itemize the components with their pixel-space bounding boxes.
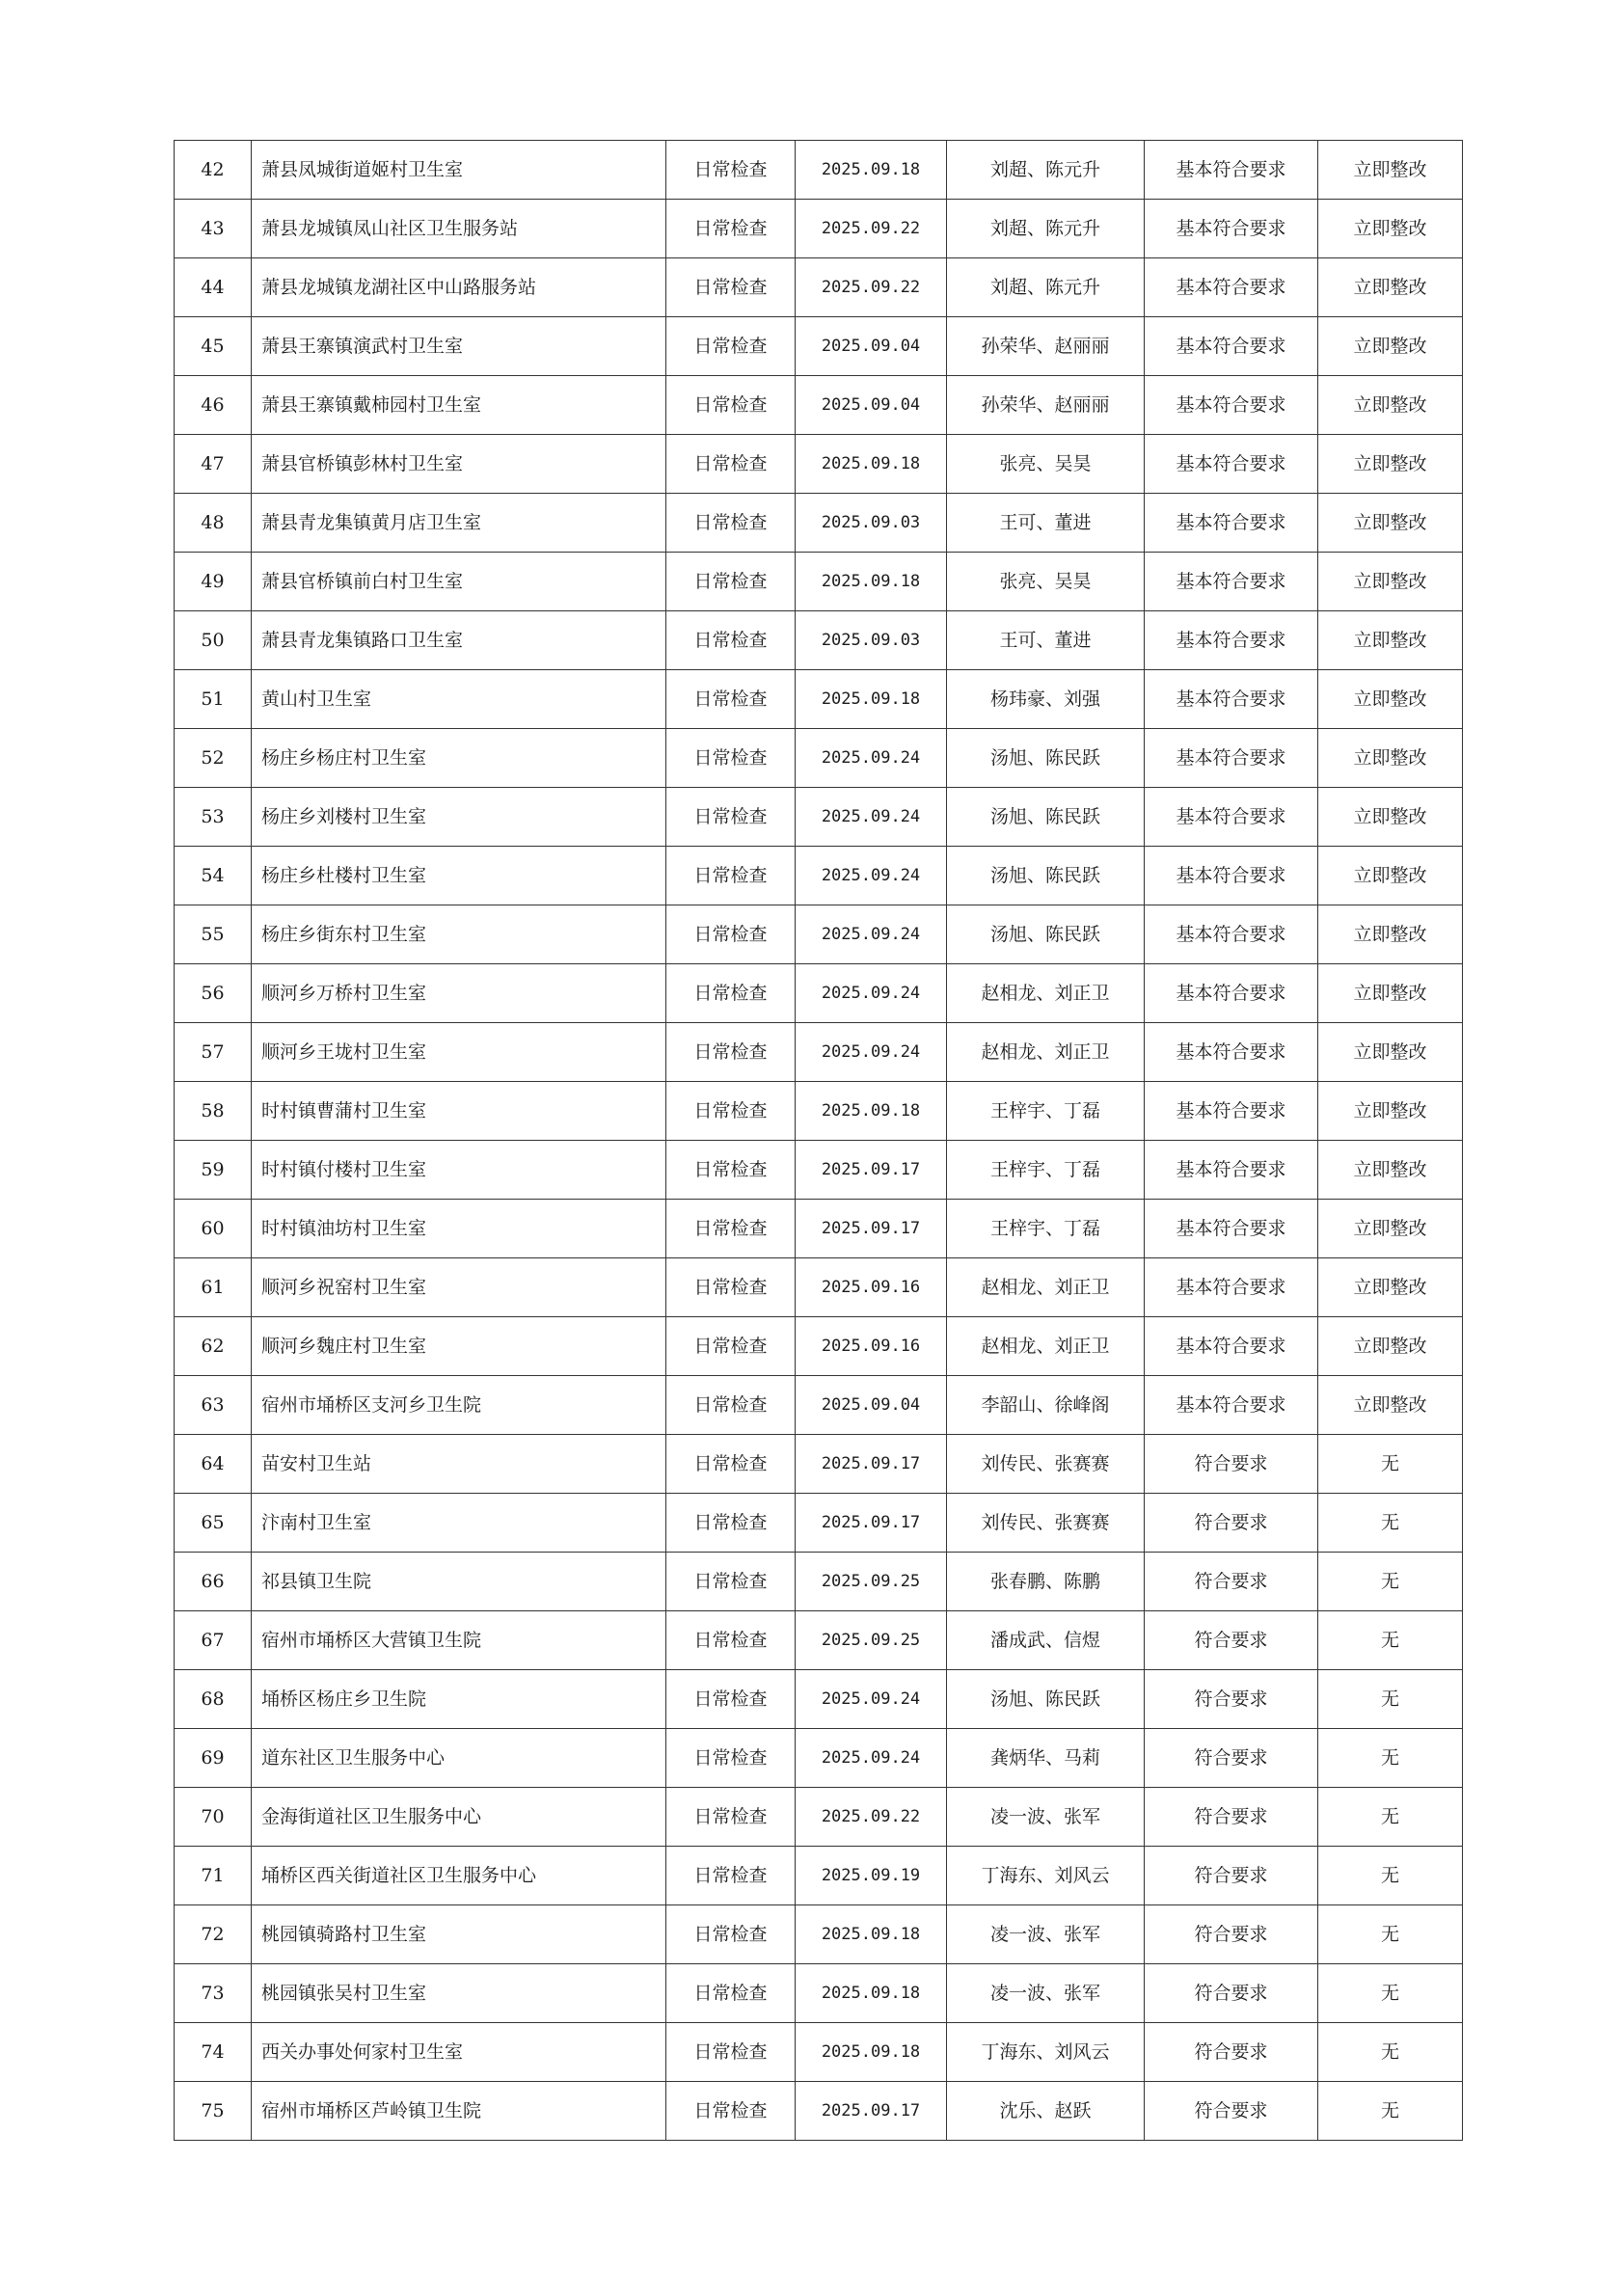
inspection-date-cell: 2025.09.16: [796, 1258, 947, 1317]
facility-name-cell: 萧县龙城镇龙湖社区中山路服务站: [252, 258, 666, 317]
table-row: [175, 1905, 1463, 1964]
action-cell: 立即整改: [1318, 553, 1463, 611]
inspection-type-cell: 日常检查: [666, 905, 796, 964]
inspectors-cell: 杨玮豪、刘强: [947, 670, 1145, 729]
inspection-type-cell: 日常检查: [666, 729, 796, 788]
inspection-date-cell: 2025.09.25: [796, 1611, 947, 1670]
action-cell: 无: [1318, 1788, 1463, 1847]
action-cell: 立即整改: [1318, 1317, 1463, 1376]
result-cell: 基本符合要求: [1145, 905, 1318, 964]
row-number-cell: 73: [175, 1964, 252, 2023]
inspection-date-cell: 2025.09.04: [796, 376, 947, 435]
result-cell: 符合要求: [1145, 2023, 1318, 2082]
action-cell: 无: [1318, 1670, 1463, 1729]
row-number-cell: 56: [175, 964, 252, 1023]
inspection-type-cell: 日常检查: [666, 1141, 796, 1200]
result-cell: 基本符合要求: [1145, 964, 1318, 1023]
inspection-date-cell: 2025.09.17: [796, 1494, 947, 1553]
inspection-type-cell: 日常检查: [666, 1964, 796, 2023]
inspectors-cell: 王梓宇、丁磊: [947, 1141, 1145, 1200]
action-cell: 无: [1318, 1553, 1463, 1611]
inspection-type-cell: 日常检查: [666, 200, 796, 258]
row-number-cell: 67: [175, 1611, 252, 1670]
action-cell: 无: [1318, 1729, 1463, 1788]
table-row: [175, 1141, 1463, 1200]
result-cell: 符合要求: [1145, 2082, 1318, 2141]
result-cell: 基本符合要求: [1145, 788, 1318, 847]
inspection-type-cell: 日常检查: [666, 1258, 796, 1317]
inspectors-cell: 刘超、陈元升: [947, 258, 1145, 317]
inspection-type-cell: 日常检查: [666, 494, 796, 553]
result-cell: 基本符合要求: [1145, 200, 1318, 258]
result-cell: 基本符合要求: [1145, 553, 1318, 611]
row-number-cell: 52: [175, 729, 252, 788]
facility-name-cell: 萧县王寨镇戴柿园村卫生室: [252, 376, 666, 435]
inspection-type-cell: 日常检查: [666, 1376, 796, 1435]
inspectors-cell: 汤旭、陈民跃: [947, 788, 1145, 847]
result-cell: 基本符合要求: [1145, 847, 1318, 905]
row-number-cell: 69: [175, 1729, 252, 1788]
inspection-type-cell: 日常检查: [666, 258, 796, 317]
facility-name-cell: 桃园镇骑路村卫生室: [252, 1905, 666, 1964]
result-cell: 基本符合要求: [1145, 1317, 1318, 1376]
table-row: [175, 1317, 1463, 1376]
inspection-date-cell: 2025.09.17: [796, 1200, 947, 1258]
row-number-cell: 45: [175, 317, 252, 376]
action-cell: 立即整改: [1318, 905, 1463, 964]
inspection-type-cell: 日常检查: [666, 2023, 796, 2082]
facility-name-cell: 汴南村卫生室: [252, 1494, 666, 1553]
inspectors-cell: 王梓宇、丁磊: [947, 1200, 1145, 1258]
inspection-date-cell: 2025.09.18: [796, 553, 947, 611]
inspectors-cell: 李韶山、徐峰阁: [947, 1376, 1145, 1435]
inspection-type-cell: 日常检查: [666, 435, 796, 494]
inspectors-cell: 沈乐、赵跃: [947, 2082, 1145, 2141]
facility-name-cell: 杨庄乡杨庄村卫生室: [252, 729, 666, 788]
result-cell: 基本符合要求: [1145, 141, 1318, 200]
result-cell: 符合要求: [1145, 1847, 1318, 1905]
row-number-cell: 47: [175, 435, 252, 494]
row-number-cell: 48: [175, 494, 252, 553]
result-cell: 符合要求: [1145, 1553, 1318, 1611]
row-number-cell: 44: [175, 258, 252, 317]
inspection-type-cell: 日常检查: [666, 1200, 796, 1258]
inspection-date-cell: 2025.09.17: [796, 2082, 947, 2141]
inspectors-cell: 王可、董进: [947, 611, 1145, 670]
facility-name-cell: 顺河乡万桥村卫生室: [252, 964, 666, 1023]
inspection-date-cell: 2025.09.22: [796, 258, 947, 317]
facility-name-cell: 祁县镇卫生院: [252, 1553, 666, 1611]
inspection-type-cell: 日常检查: [666, 1905, 796, 1964]
table-row: [175, 729, 1463, 788]
inspection-date-cell: 2025.09.22: [796, 1788, 947, 1847]
table-row: [175, 1082, 1463, 1141]
table-row: [175, 258, 1463, 317]
table-row: [175, 1435, 1463, 1494]
inspection-type-cell: 日常检查: [666, 1553, 796, 1611]
table-row: [175, 1494, 1463, 1553]
facility-name-cell: 苗安村卫生站: [252, 1435, 666, 1494]
inspectors-cell: 凌一波、张军: [947, 1964, 1145, 2023]
inspection-type-cell: 日常检查: [666, 788, 796, 847]
table-row: [175, 788, 1463, 847]
action-cell: 立即整改: [1318, 435, 1463, 494]
table-row: [175, 376, 1463, 435]
row-number-cell: 62: [175, 1317, 252, 1376]
inspection-type-cell: 日常检查: [666, 1847, 796, 1905]
inspectors-cell: 汤旭、陈民跃: [947, 847, 1145, 905]
inspection-date-cell: 2025.09.24: [796, 847, 947, 905]
table-row: [175, 1611, 1463, 1670]
table-row: [175, 2023, 1463, 2082]
result-cell: 基本符合要求: [1145, 1376, 1318, 1435]
inspectors-cell: 张亮、吴昊: [947, 435, 1145, 494]
row-number-cell: 63: [175, 1376, 252, 1435]
inspection-date-cell: 2025.09.24: [796, 1670, 947, 1729]
inspectors-cell: 刘传民、张赛赛: [947, 1435, 1145, 1494]
result-cell: 基本符合要求: [1145, 258, 1318, 317]
action-cell: 无: [1318, 1435, 1463, 1494]
row-number-cell: 42: [175, 141, 252, 200]
table-row: [175, 1788, 1463, 1847]
inspection-date-cell: 2025.09.18: [796, 670, 947, 729]
inspection-date-cell: 2025.09.17: [796, 1435, 947, 1494]
row-number-cell: 58: [175, 1082, 252, 1141]
inspection-type-cell: 日常检查: [666, 611, 796, 670]
facility-name-cell: 宿州市埇桥区芦岭镇卫生院: [252, 2082, 666, 2141]
inspectors-cell: 潘成武、信煜: [947, 1611, 1145, 1670]
action-cell: 立即整改: [1318, 964, 1463, 1023]
result-cell: 基本符合要求: [1145, 1141, 1318, 1200]
inspectors-cell: 凌一波、张军: [947, 1788, 1145, 1847]
facility-name-cell: 桃园镇张吴村卫生室: [252, 1964, 666, 2023]
inspectors-cell: 丁海东、刘风云: [947, 1847, 1145, 1905]
inspection-type-cell: 日常检查: [666, 1788, 796, 1847]
table-row: [175, 317, 1463, 376]
action-cell: 立即整改: [1318, 670, 1463, 729]
inspectors-cell: 凌一波、张军: [947, 1905, 1145, 1964]
inspection-date-cell: 2025.09.16: [796, 1317, 947, 1376]
inspectors-cell: 孙荣华、赵丽丽: [947, 317, 1145, 376]
table-row: [175, 1847, 1463, 1905]
inspection-type-cell: 日常检查: [666, 847, 796, 905]
table-row: [175, 494, 1463, 553]
inspection-type-cell: 日常检查: [666, 1023, 796, 1082]
facility-name-cell: 顺河乡王垅村卫生室: [252, 1023, 666, 1082]
table-row: [175, 1023, 1463, 1082]
facility-name-cell: 萧县青龙集镇路口卫生室: [252, 611, 666, 670]
result-cell: 基本符合要求: [1145, 611, 1318, 670]
result-cell: 基本符合要求: [1145, 1258, 1318, 1317]
action-cell: 立即整改: [1318, 1258, 1463, 1317]
facility-name-cell: 道东社区卫生服务中心: [252, 1729, 666, 1788]
inspection-type-cell: 日常检查: [666, 1729, 796, 1788]
inspectors-cell: 张春鹏、陈鹏: [947, 1553, 1145, 1611]
inspection-date-cell: 2025.09.24: [796, 905, 947, 964]
facility-name-cell: 杨庄乡杜楼村卫生室: [252, 847, 666, 905]
inspection-type-cell: 日常检查: [666, 1082, 796, 1141]
inspectors-cell: 张亮、吴昊: [947, 553, 1145, 611]
result-cell: 基本符合要求: [1145, 494, 1318, 553]
action-cell: 无: [1318, 1964, 1463, 2023]
inspection-date-cell: 2025.09.18: [796, 141, 947, 200]
facility-name-cell: 时村镇付楼村卫生室: [252, 1141, 666, 1200]
facility-name-cell: 宿州市埇桥区大营镇卫生院: [252, 1611, 666, 1670]
facility-name-cell: 时村镇曹蒲村卫生室: [252, 1082, 666, 1141]
facility-name-cell: 萧县龙城镇凤山社区卫生服务站: [252, 200, 666, 258]
result-cell: 符合要求: [1145, 1670, 1318, 1729]
result-cell: 基本符合要求: [1145, 729, 1318, 788]
inspectors-cell: 龚炳华、马莉: [947, 1729, 1145, 1788]
inspection-date-cell: 2025.09.03: [796, 611, 947, 670]
table-row: [175, 847, 1463, 905]
inspectors-cell: 赵相龙、刘正卫: [947, 1023, 1145, 1082]
inspection-type-cell: 日常检查: [666, 1435, 796, 1494]
row-number-cell: 70: [175, 1788, 252, 1847]
table-row: [175, 141, 1463, 200]
action-cell: 立即整改: [1318, 847, 1463, 905]
inspection-date-cell: 2025.09.18: [796, 1082, 947, 1141]
row-number-cell: 71: [175, 1847, 252, 1905]
row-number-cell: 74: [175, 2023, 252, 2082]
action-cell: 立即整改: [1318, 729, 1463, 788]
row-number-cell: 60: [175, 1200, 252, 1258]
action-cell: 无: [1318, 1611, 1463, 1670]
inspection-type-cell: 日常检查: [666, 670, 796, 729]
inspectors-cell: 刘超、陈元升: [947, 200, 1145, 258]
table-row: [175, 2082, 1463, 2141]
action-cell: 立即整改: [1318, 788, 1463, 847]
table-row: [175, 1553, 1463, 1611]
inspection-table: [174, 140, 1463, 2141]
result-cell: 基本符合要求: [1145, 376, 1318, 435]
action-cell: 无: [1318, 2023, 1463, 2082]
result-cell: 基本符合要求: [1145, 317, 1318, 376]
table-row: [175, 1964, 1463, 2023]
inspection-type-cell: 日常检查: [666, 1611, 796, 1670]
action-cell: 立即整改: [1318, 1200, 1463, 1258]
inspection-type-cell: 日常检查: [666, 1494, 796, 1553]
facility-name-cell: 宿州市埇桥区支河乡卫生院: [252, 1376, 666, 1435]
facility-name-cell: 时村镇油坊村卫生室: [252, 1200, 666, 1258]
result-cell: 符合要求: [1145, 1611, 1318, 1670]
table-row: [175, 435, 1463, 494]
table-row: [175, 611, 1463, 670]
inspection-type-cell: 日常检查: [666, 376, 796, 435]
action-cell: 立即整改: [1318, 1082, 1463, 1141]
inspectors-cell: 丁海东、刘风云: [947, 2023, 1145, 2082]
action-cell: 立即整改: [1318, 258, 1463, 317]
result-cell: 符合要求: [1145, 1788, 1318, 1847]
inspectors-cell: 刘传民、张赛赛: [947, 1494, 1145, 1553]
action-cell: 立即整改: [1318, 141, 1463, 200]
table-row: [175, 200, 1463, 258]
facility-name-cell: 黄山村卫生室: [252, 670, 666, 729]
result-cell: 基本符合要求: [1145, 1200, 1318, 1258]
inspection-type-cell: 日常检查: [666, 1670, 796, 1729]
action-cell: 立即整改: [1318, 494, 1463, 553]
row-number-cell: 65: [175, 1494, 252, 1553]
inspection-date-cell: 2025.09.25: [796, 1553, 947, 1611]
inspectors-cell: 王梓宇、丁磊: [947, 1082, 1145, 1141]
action-cell: 立即整改: [1318, 611, 1463, 670]
facility-name-cell: 金海街道社区卫生服务中心: [252, 1788, 666, 1847]
table-row: [175, 964, 1463, 1023]
row-number-cell: 55: [175, 905, 252, 964]
inspectors-cell: 汤旭、陈民跃: [947, 729, 1145, 788]
row-number-cell: 57: [175, 1023, 252, 1082]
facility-name-cell: 埇桥区杨庄乡卫生院: [252, 1670, 666, 1729]
inspectors-cell: 刘超、陈元升: [947, 141, 1145, 200]
table-row: [175, 1729, 1463, 1788]
inspection-date-cell: 2025.09.18: [796, 2023, 947, 2082]
row-number-cell: 75: [175, 2082, 252, 2141]
inspection-type-cell: 日常检查: [666, 1317, 796, 1376]
facility-name-cell: 顺河乡祝窑村卫生室: [252, 1258, 666, 1317]
action-cell: 无: [1318, 1847, 1463, 1905]
inspection-type-cell: 日常检查: [666, 964, 796, 1023]
result-cell: 符合要求: [1145, 1435, 1318, 1494]
inspectors-cell: 赵相龙、刘正卫: [947, 964, 1145, 1023]
inspection-date-cell: 2025.09.19: [796, 1847, 947, 1905]
result-cell: 符合要求: [1145, 1905, 1318, 1964]
result-cell: 符合要求: [1145, 1964, 1318, 2023]
table-body: [175, 141, 1463, 2141]
result-cell: 基本符合要求: [1145, 670, 1318, 729]
facility-name-cell: 杨庄乡街东村卫生室: [252, 905, 666, 964]
result-cell: 基本符合要求: [1145, 435, 1318, 494]
table-row: [175, 1200, 1463, 1258]
inspection-type-cell: 日常检查: [666, 317, 796, 376]
inspection-date-cell: 2025.09.24: [796, 1729, 947, 1788]
row-number-cell: 61: [175, 1258, 252, 1317]
row-number-cell: 53: [175, 788, 252, 847]
inspectors-cell: 王可、董进: [947, 494, 1145, 553]
row-number-cell: 50: [175, 611, 252, 670]
action-cell: 无: [1318, 1905, 1463, 1964]
inspectors-cell: 赵相龙、刘正卫: [947, 1317, 1145, 1376]
action-cell: 立即整改: [1318, 376, 1463, 435]
table-row: [175, 553, 1463, 611]
facility-name-cell: 杨庄乡刘楼村卫生室: [252, 788, 666, 847]
inspection-type-cell: 日常检查: [666, 2082, 796, 2141]
inspection-date-cell: 2025.09.22: [796, 200, 947, 258]
action-cell: 立即整改: [1318, 200, 1463, 258]
inspectors-cell: 孙荣华、赵丽丽: [947, 376, 1145, 435]
inspection-date-cell: 2025.09.24: [796, 1023, 947, 1082]
inspection-date-cell: 2025.09.18: [796, 1905, 947, 1964]
table-row: [175, 670, 1463, 729]
facility-name-cell: 萧县凤城街道姬村卫生室: [252, 141, 666, 200]
row-number-cell: 66: [175, 1553, 252, 1611]
table-row: [175, 1258, 1463, 1317]
action-cell: 立即整改: [1318, 317, 1463, 376]
result-cell: 基本符合要求: [1145, 1023, 1318, 1082]
action-cell: 无: [1318, 1494, 1463, 1553]
inspectors-cell: 汤旭、陈民跃: [947, 905, 1145, 964]
table-row: [175, 1376, 1463, 1435]
facility-name-cell: 顺河乡魏庄村卫生室: [252, 1317, 666, 1376]
inspection-date-cell: 2025.09.04: [796, 317, 947, 376]
action-cell: 无: [1318, 2082, 1463, 2141]
result-cell: 符合要求: [1145, 1729, 1318, 1788]
action-cell: 立即整改: [1318, 1376, 1463, 1435]
row-number-cell: 68: [175, 1670, 252, 1729]
facility-name-cell: 埇桥区西关街道社区卫生服务中心: [252, 1847, 666, 1905]
facility-name-cell: 萧县官桥镇前白村卫生室: [252, 553, 666, 611]
row-number-cell: 49: [175, 553, 252, 611]
row-number-cell: 46: [175, 376, 252, 435]
facility-name-cell: 萧县青龙集镇黄月店卫生室: [252, 494, 666, 553]
row-number-cell: 59: [175, 1141, 252, 1200]
facility-name-cell: 萧县王寨镇演武村卫生室: [252, 317, 666, 376]
facility-name-cell: 西关办事处何家村卫生室: [252, 2023, 666, 2082]
table-row: [175, 1670, 1463, 1729]
result-cell: 基本符合要求: [1145, 1082, 1318, 1141]
inspectors-cell: 汤旭、陈民跃: [947, 1670, 1145, 1729]
row-number-cell: 72: [175, 1905, 252, 1964]
action-cell: 立即整改: [1318, 1023, 1463, 1082]
inspection-date-cell: 2025.09.04: [796, 1376, 947, 1435]
row-number-cell: 43: [175, 200, 252, 258]
row-number-cell: 64: [175, 1435, 252, 1494]
inspection-date-cell: 2025.09.03: [796, 494, 947, 553]
inspection-date-cell: 2025.09.17: [796, 1141, 947, 1200]
inspection-date-cell: 2025.09.18: [796, 435, 947, 494]
inspection-date-cell: 2025.09.24: [796, 964, 947, 1023]
action-cell: 立即整改: [1318, 1141, 1463, 1200]
result-cell: 符合要求: [1145, 1494, 1318, 1553]
facility-name-cell: 萧县官桥镇彭林村卫生室: [252, 435, 666, 494]
inspectors-cell: 赵相龙、刘正卫: [947, 1258, 1145, 1317]
table-row: [175, 905, 1463, 964]
inspection-type-cell: 日常检查: [666, 553, 796, 611]
row-number-cell: 54: [175, 847, 252, 905]
inspection-date-cell: 2025.09.18: [796, 1964, 947, 2023]
inspection-date-cell: 2025.09.24: [796, 729, 947, 788]
inspection-type-cell: 日常检查: [666, 141, 796, 200]
row-number-cell: 51: [175, 670, 252, 729]
inspection-date-cell: 2025.09.24: [796, 788, 947, 847]
